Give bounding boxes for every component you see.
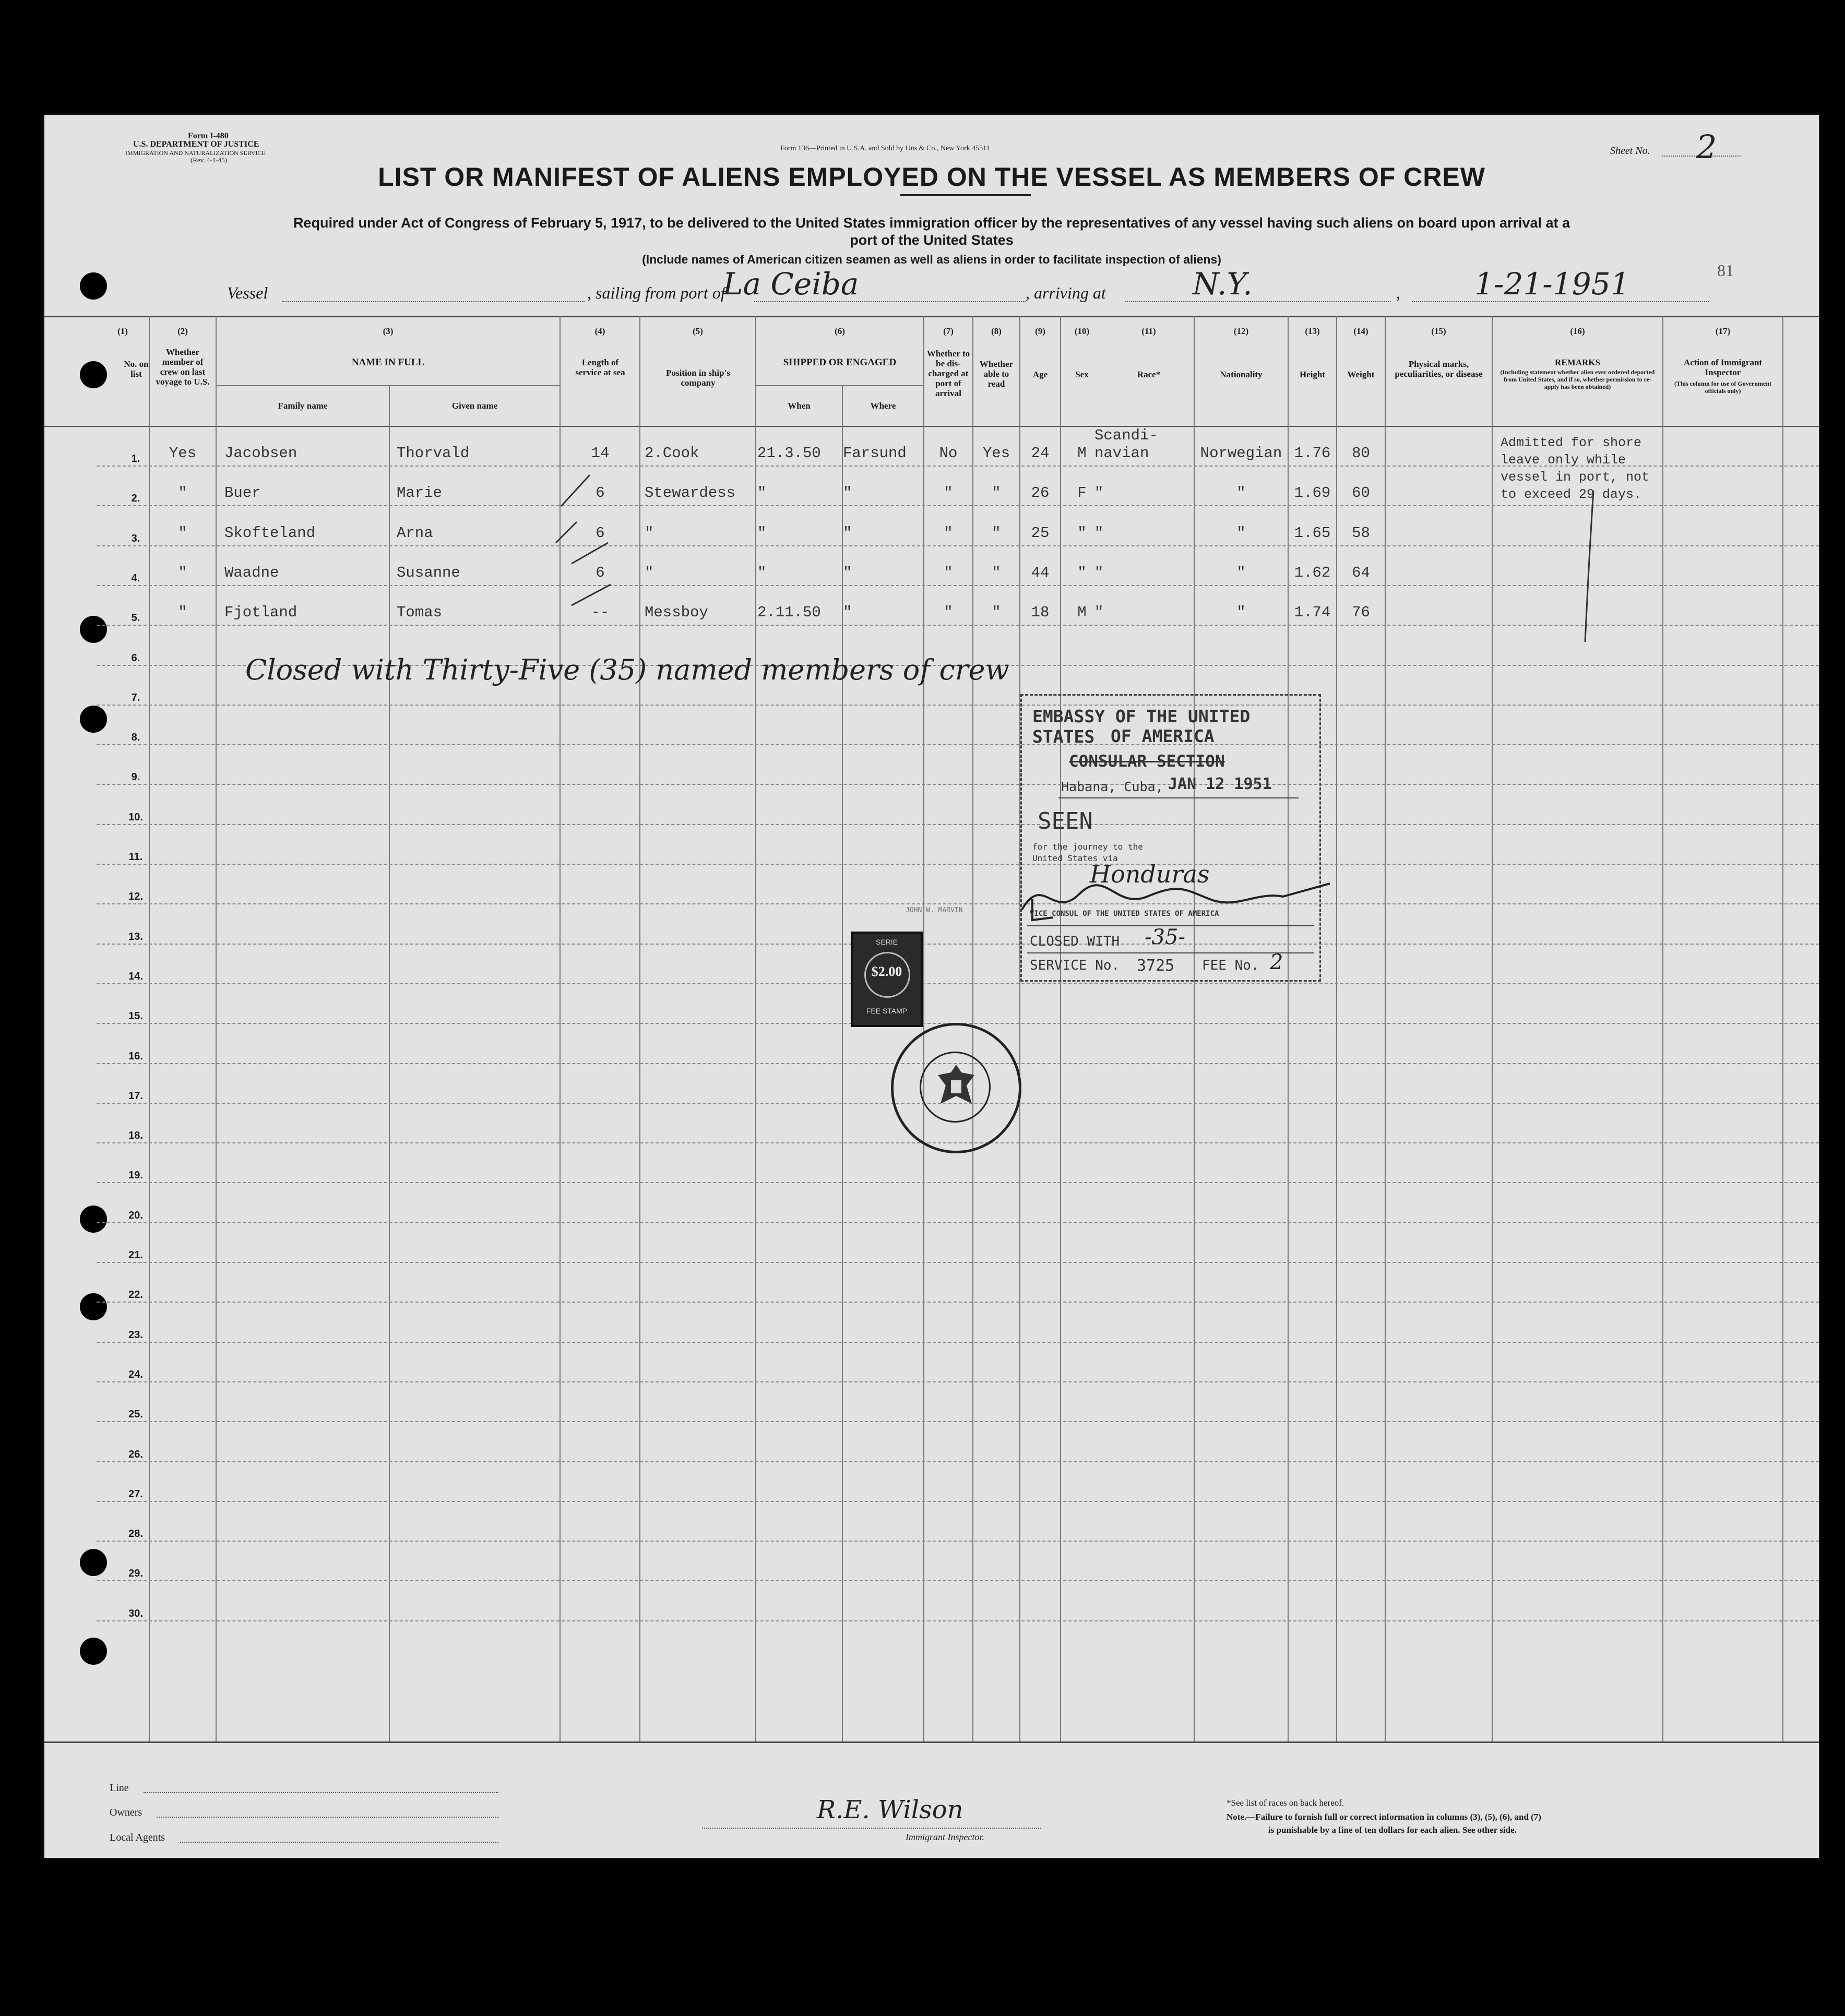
row-number: 8. bbox=[131, 732, 140, 744]
crew-height-cell: 1.69 bbox=[1294, 484, 1331, 502]
col-num: (8) bbox=[991, 326, 1002, 336]
fee-stamp bbox=[851, 932, 923, 1027]
crew-nationality-cell: Norwegian bbox=[1200, 445, 1282, 462]
row-rule bbox=[97, 1541, 1819, 1542]
crew-sex-cell: M bbox=[1077, 604, 1087, 622]
row-number: 20. bbox=[128, 1209, 143, 1221]
col-num: (5) bbox=[693, 326, 703, 336]
row-number: 1. bbox=[131, 453, 140, 464]
service-name: IMMIGRATION AND NATURALIZATION SERVICE bbox=[125, 149, 266, 157]
col-num: (9) bbox=[1035, 326, 1045, 336]
row-number: 16. bbox=[128, 1050, 143, 1062]
corner-mark: 81 bbox=[1717, 261, 1734, 280]
crew-service-cell: 6 bbox=[596, 524, 605, 542]
row-number: 28. bbox=[128, 1528, 143, 1540]
row-number: 19. bbox=[128, 1170, 143, 1182]
crew-race-cell: " bbox=[1094, 484, 1104, 502]
row-number: 27. bbox=[128, 1488, 143, 1500]
row-rule bbox=[97, 983, 1819, 984]
crew-family-cell: Fjotland bbox=[224, 604, 297, 622]
col-label: Whether member of crew on last voyage to U.S. bbox=[156, 347, 210, 387]
crew-when-cell: 21.3.50 bbox=[757, 445, 821, 462]
row-number: 22. bbox=[128, 1289, 143, 1301]
stamp-via-value: Honduras bbox=[1090, 860, 1210, 888]
crew-given-cell: Arna bbox=[397, 524, 433, 542]
remarks-text: Admitted for shore leave only while vessel in port, not to exceed 29 days. bbox=[1501, 435, 1650, 502]
crew-family-cell: Waadne bbox=[224, 564, 279, 581]
col-num: (1) bbox=[117, 326, 128, 336]
crew-read-cell: Yes bbox=[982, 445, 1010, 462]
col-label: Whether able to read bbox=[979, 359, 1014, 389]
row-number: 6. bbox=[131, 652, 140, 664]
row-number: 14. bbox=[128, 970, 143, 982]
crew-prev-cell: " bbox=[178, 484, 187, 502]
inspector-signature: R.E. Wilson bbox=[817, 1795, 963, 1824]
stamp-service-label: SERVICE No. bbox=[1030, 958, 1120, 973]
crew-sex-cell: " bbox=[1077, 564, 1087, 581]
row-number: 9. bbox=[131, 771, 140, 783]
crew-prev-cell: " bbox=[178, 564, 187, 581]
crew-read-cell: " bbox=[992, 564, 1001, 581]
row-number: 7. bbox=[131, 691, 140, 703]
crew-weight-cell: 76 bbox=[1352, 604, 1370, 622]
remarks-bracket bbox=[1579, 491, 1600, 647]
punch-hole bbox=[80, 272, 107, 300]
col-num: (4) bbox=[594, 326, 605, 336]
where-header: Where bbox=[870, 401, 896, 411]
stamp-place: Habana, Cuba, bbox=[1061, 779, 1163, 794]
row-number: 26. bbox=[128, 1448, 143, 1460]
line-label: Line bbox=[110, 1782, 129, 1794]
crew-family-cell: Skofteland bbox=[224, 524, 316, 542]
punch-hole bbox=[80, 1206, 107, 1233]
given-name-header: Given name bbox=[451, 401, 498, 411]
col-num: (10) bbox=[1074, 326, 1090, 336]
races-note: *See list of races on back hereof. bbox=[1227, 1798, 1344, 1808]
crew-weight-cell: 58 bbox=[1352, 524, 1370, 542]
crew-age-cell: 44 bbox=[1031, 564, 1050, 581]
owners-label: Owners bbox=[110, 1807, 142, 1818]
row-number: 10. bbox=[128, 811, 143, 823]
stamp-for-line: for the journey to the bbox=[1032, 842, 1143, 852]
fee-stamp-label: FEE STAMP bbox=[866, 1007, 908, 1015]
crew-given-cell: Susanne bbox=[397, 564, 460, 581]
crew-position-cell: 2.Cook bbox=[645, 445, 699, 462]
manifest-sheet: Form I-480 U.S. DEPARTMENT OF JUSTICE IMMIGRATION AND NATURALIZATION SERVICE (Rev. 4-1-45) Form 136—Printed in U.S.A. and Sold by Uns & Co., New York 45511 Sheet No. 2 81 LIST OR MANIFEST OF ALIENS EMPLOYED ON THE VESSEL AS MEMBERS OF CREW Required under Act of Congress of February 5, 1917, to be delivered to the United States immigration officer by the representatives of any vessel having such aliens on board upon arrival at a port of the United States (Include names of American citizen seamen as well as aliens in order to facilitate inspection of aliens) Vessel , sailing from port of La Ceiba , arriving at N.Y. , 1-21-1951 (1) (2) (3) (4) (5) (6) (7) (8) (9) (10) (11) (12) (13) (14) (15) (16) (17) No. on list Whether member of crew on last voyage to U.S. NAME IN FULL Family name Given name Length of service at sea Position in ship's company SHIPPED OR ENGAGED When Where Whether to be dis-charged at port of arrival Whether able to read Age Sex Race* Nationality Height Weight Physical marks, peculiarities, or disease REMARKS (Including statement whether alien ever ordered deported from United States, and if so, whether permission to re-apply has been obtained) Action of Immigrant Inspector (This column for use of Government officials only) 1. 2. 3. 4. 5. 6. 7. 8. 9. 10. 11. 12. 13. 14. 15. 16. 17. 18. 19. 20. 21. 22. 23. 24. 25. 26. 27. 28. 29. 30. Yes Jacobsen Thorvald 14 2.Cook 21.3.50 Farsund No Yes 24 M Scandi-​navian Norwegian 1.76 80 " Buer Marie 6 Stewardess " " " " 26 F " " 1.69 60 " Skofteland Arna 6 " " " " " 25 " " " 1.65 58 " Waadne Susanne 6 " " " " " 44 " " " 1.62 64 " Fjotland Tomas -- Messboy 2.11.50 " " " 18 M " " 1.74 76 Admitted for shore leave only while vessel in port, not to exceed 29 days. Closed with Thirty-Five (35) named members of crew EMBASSY OF THE UNITED STATES OF AMERICA CONSULAR SECTION Habana, Cuba, JAN 12 1951 SEEN for the journey to the United States via Honduras VICE CONSUL OF THE UNITED STATES OF AMERICA CLOSED WITH -35- SERVICE No. 3725 FEE No. 2 JOHN W. MARVIN SERIE $2.00 FEE STAMP Line Owners Local Agents R.E. Wilson Immigrant Inspector. *See list of races on back hereof. Note.—Failure to furnish full or correct information in columns (3), (5), (6), and (7) is punishable by a fine of ten dollars for each alien. See other side. bbox=[44, 115, 1819, 1858]
stamp-fee-label: FEE No. bbox=[1202, 958, 1259, 973]
note-line-1: Note.—Failure to furnish full or correct information in columns (3), (5), (6), and (7) bbox=[1227, 1812, 1541, 1822]
crew-height-cell: 1.76 bbox=[1294, 445, 1331, 462]
crew-when-cell: " bbox=[757, 484, 767, 502]
crew-position-cell: Messboy bbox=[645, 604, 708, 622]
row-rule bbox=[97, 545, 1819, 546]
stamp-line-2: OF AMERICA bbox=[1111, 726, 1215, 746]
inspector-label: Immigrant Inspector. bbox=[906, 1832, 984, 1842]
crew-discharge-cell: " bbox=[944, 484, 953, 502]
revision: (Rev. 4-1-45) bbox=[191, 156, 227, 164]
row-number: 4. bbox=[131, 572, 140, 584]
crew-prev-cell: " bbox=[178, 604, 187, 622]
stamp-seen: SEEN bbox=[1038, 808, 1093, 834]
row-rule bbox=[97, 1182, 1819, 1183]
crew-age-cell: 25 bbox=[1031, 524, 1050, 542]
crew-discharge-cell: " bbox=[944, 524, 953, 542]
form-number: Form I-480 bbox=[188, 132, 229, 140]
crew-when-cell: 2.11.50 bbox=[757, 604, 821, 622]
crew-race-cell: " bbox=[1094, 524, 1104, 542]
crew-age-cell: 24 bbox=[1031, 445, 1050, 462]
crew-race-cell: " bbox=[1094, 604, 1104, 622]
crew-family-cell: Buer bbox=[224, 484, 261, 502]
col-label: Nationality bbox=[1220, 369, 1263, 379]
crew-discharge-cell: " bbox=[944, 564, 953, 581]
crew-service-cell: 6 bbox=[596, 564, 605, 581]
crew-where-cell: " bbox=[843, 564, 852, 581]
arriving-label: , arriving at bbox=[1026, 283, 1106, 302]
crew-service-cell: 6 bbox=[596, 484, 605, 502]
crew-position-cell: Stewardess bbox=[645, 484, 736, 502]
consular-seal bbox=[891, 1023, 1021, 1153]
crew-discharge-cell: No bbox=[939, 445, 958, 462]
row-rule bbox=[97, 1501, 1819, 1502]
row-number: 13. bbox=[128, 931, 143, 943]
row-rule bbox=[97, 944, 1819, 945]
action-note: (This column for use of Government officials only) bbox=[1674, 380, 1772, 395]
subtitle-1: Required under Act of Congress of February 5, 1917, to be delivered to the United States immigration officer by the representatives of any vessel having such aliens on board upon arrival at a bbox=[293, 215, 1570, 231]
row-number: 30. bbox=[128, 1607, 143, 1619]
eagle-emblem-icon bbox=[933, 1062, 980, 1112]
crew-nationality-cell: " bbox=[1236, 564, 1246, 581]
crew-when-cell: " bbox=[757, 524, 767, 542]
vessel-label: Vessel bbox=[227, 283, 268, 302]
row-rule bbox=[97, 824, 1819, 825]
crew-given-cell: Thorvald bbox=[397, 445, 470, 462]
col-num: (2) bbox=[177, 326, 188, 336]
punch-hole bbox=[80, 1293, 107, 1320]
row-rule bbox=[97, 1302, 1819, 1303]
family-name-header: Family name bbox=[278, 401, 328, 411]
printer-line: Form 136—Printed in U.S.A. and Sold by Uns & Co., New York 45511 bbox=[780, 145, 990, 152]
row-rule bbox=[97, 864, 1819, 865]
subtitle-2: port of the United States bbox=[850, 232, 1014, 248]
row-number: 11. bbox=[128, 851, 143, 863]
row-number: 17. bbox=[128, 1090, 143, 1102]
punch-hole bbox=[80, 1549, 107, 1576]
row-rule bbox=[97, 1262, 1819, 1263]
row-rule bbox=[97, 505, 1819, 506]
crew-family-cell: Jacobsen bbox=[224, 445, 297, 462]
row-rule bbox=[97, 1381, 1819, 1382]
row-number: 18. bbox=[128, 1130, 143, 1142]
crew-height-cell: 1.65 bbox=[1294, 524, 1331, 542]
sheet-number: 2 bbox=[1696, 128, 1717, 166]
punch-hole bbox=[80, 616, 107, 643]
crew-given-cell: Marie bbox=[397, 484, 443, 502]
crew-read-cell: " bbox=[992, 604, 1001, 622]
crew-nationality-cell: " bbox=[1236, 524, 1246, 542]
row-rule bbox=[97, 1580, 1819, 1581]
row-number: 25. bbox=[128, 1409, 143, 1421]
crew-race-cell: " bbox=[1094, 564, 1104, 581]
crew-where-cell: Farsund bbox=[843, 445, 907, 462]
col-num: (14) bbox=[1353, 326, 1368, 336]
stamp-line-3: CONSULAR SECTION bbox=[1069, 752, 1225, 771]
crew-age-cell: 18 bbox=[1031, 604, 1050, 622]
sheet-label: Sheet No. bbox=[1610, 145, 1650, 157]
row-number: 24. bbox=[128, 1368, 143, 1380]
row-rule bbox=[97, 1620, 1819, 1621]
sailing-port: La Ceiba bbox=[723, 266, 859, 302]
sailing-label: , sailing from port of bbox=[587, 283, 725, 302]
crew-given-cell: Tomas bbox=[397, 604, 443, 622]
row-rule bbox=[97, 1421, 1819, 1422]
crew-where-cell: " bbox=[843, 484, 852, 502]
consular-stamp bbox=[1020, 694, 1321, 982]
row-rule bbox=[97, 784, 1819, 785]
col-num: (15) bbox=[1431, 326, 1446, 336]
col-num: (11) bbox=[1141, 326, 1156, 336]
col-label: Position in ship's company bbox=[666, 368, 730, 388]
col-label: Physical marks, peculiarities, or disease bbox=[1395, 359, 1483, 379]
row-number: 2. bbox=[131, 493, 140, 505]
crew-where-cell: " bbox=[843, 604, 852, 622]
row-number: 5. bbox=[131, 612, 140, 624]
crew-weight-cell: 80 bbox=[1352, 445, 1370, 462]
col-label: NAME IN FULL bbox=[351, 357, 425, 368]
row-rule bbox=[97, 585, 1819, 586]
col-label: Action of Immigrant Inspector bbox=[1683, 357, 1763, 377]
col-num: (13) bbox=[1305, 326, 1320, 336]
col-num: (16) bbox=[1570, 326, 1585, 336]
crew-age-cell: 26 bbox=[1031, 484, 1050, 502]
crew-position-cell: " bbox=[645, 524, 654, 542]
crew-when-cell: " bbox=[757, 564, 767, 581]
row-number: 29. bbox=[128, 1568, 143, 1580]
crew-sex-cell: " bbox=[1077, 524, 1087, 542]
row-rule bbox=[97, 1342, 1819, 1343]
crew-race-cell: Scandi-​navian bbox=[1094, 427, 1158, 462]
stamp-closed-value: -35- bbox=[1145, 925, 1185, 949]
row-rule bbox=[97, 705, 1819, 706]
fee-stamp-top: SERIE bbox=[875, 938, 898, 946]
row-number: 12. bbox=[128, 891, 143, 903]
arriving-port: N.Y. bbox=[1193, 266, 1253, 302]
col-num: (6) bbox=[835, 326, 845, 336]
stamp-closed-label: CLOSED WITH bbox=[1030, 934, 1120, 949]
stamp-via-line: United States via bbox=[1032, 853, 1118, 863]
crew-weight-cell: 64 bbox=[1352, 564, 1370, 581]
crew-height-cell: 1.74 bbox=[1294, 604, 1331, 622]
fee-stamp-amount: $2.00 bbox=[871, 964, 902, 979]
punch-hole bbox=[80, 1638, 107, 1665]
crew-read-cell: " bbox=[992, 524, 1001, 542]
col-num: (12) bbox=[1233, 326, 1249, 336]
col-label: Sex bbox=[1075, 369, 1089, 379]
note-line-2: is punishable by a fine of ten dollars for each alien. See other side. bbox=[1268, 1825, 1517, 1835]
crew-read-cell: " bbox=[992, 484, 1001, 502]
row-number: 3. bbox=[131, 532, 140, 544]
closing-note: Closed with Thirty-Five (35) named members of crew bbox=[245, 653, 1009, 686]
col-label: Race* bbox=[1137, 369, 1161, 379]
local-agents-label: Local Agents bbox=[110, 1832, 165, 1843]
crew-prev-cell: " bbox=[178, 524, 187, 542]
crew-where-cell: " bbox=[843, 524, 852, 542]
col-label: No. on list bbox=[124, 359, 149, 379]
row-rule bbox=[97, 1461, 1819, 1462]
crew-sex-cell: M bbox=[1077, 445, 1087, 462]
row-number: 23. bbox=[128, 1329, 143, 1341]
stamp-date: JAN 12 1951 bbox=[1168, 775, 1272, 793]
col-num: (17) bbox=[1715, 326, 1731, 336]
stamp-fee-value: 2 bbox=[1270, 950, 1283, 974]
col-label: Length of service at sea bbox=[575, 357, 625, 377]
remarks-note: (Including statement whether alien ever ordered deported from United States, and if so, whether permission to re-apply has been obtained) bbox=[1500, 368, 1655, 390]
crew-height-cell: 1.62 bbox=[1294, 564, 1331, 581]
crew-service-cell: -- bbox=[591, 604, 610, 622]
when-header: When bbox=[788, 401, 811, 411]
arrival-date: 1-21-1951 bbox=[1474, 266, 1630, 302]
row-rule bbox=[97, 744, 1819, 745]
col-label: Age bbox=[1032, 369, 1048, 379]
crew-nationality-cell: " bbox=[1236, 604, 1246, 622]
department: U.S. DEPARTMENT OF JUSTICE bbox=[133, 140, 259, 149]
subtitle-3: (Include names of American citizen seamen as well as aliens in order to facilitate inspection of aliens) bbox=[642, 253, 1221, 266]
col-label: SHIPPED OR ENGAGED bbox=[783, 357, 897, 368]
row-number: 21. bbox=[128, 1249, 143, 1261]
crew-discharge-cell: " bbox=[944, 604, 953, 622]
crew-nationality-cell: " bbox=[1236, 484, 1246, 502]
page-title: LIST OR MANIFEST OF ALIENS EMPLOYED ON THE VESSEL AS MEMBERS OF CREW bbox=[378, 162, 1485, 192]
row-number: 15. bbox=[128, 1010, 143, 1022]
col-num: (7) bbox=[943, 326, 954, 336]
row-rule bbox=[97, 1222, 1819, 1223]
stamp-line-1: EMBASSY OF THE UNITED STATES bbox=[1032, 706, 1251, 747]
crew-prev-cell: Yes bbox=[169, 445, 197, 462]
crew-position-cell: " bbox=[645, 564, 654, 581]
crew-sex-cell: F bbox=[1077, 484, 1087, 502]
col-label: Weight bbox=[1347, 369, 1375, 379]
punch-hole bbox=[80, 361, 107, 388]
stamp-service-value: 3725 bbox=[1137, 957, 1175, 975]
crew-service-cell: 14 bbox=[591, 445, 610, 462]
col-label: Height bbox=[1299, 369, 1326, 379]
row-rule bbox=[97, 903, 1819, 904]
stamp-consul-title: VICE CONSUL OF THE UNITED STATES OF AMERICA bbox=[1030, 910, 1219, 918]
row-rule bbox=[97, 625, 1819, 626]
col-label: REMARKS bbox=[1555, 357, 1600, 367]
punch-hole bbox=[80, 706, 107, 733]
col-label: Whether to be dis-charged at port of arrival bbox=[926, 349, 970, 398]
crew-weight-cell: 60 bbox=[1352, 484, 1370, 502]
col-num: (3) bbox=[383, 326, 394, 336]
